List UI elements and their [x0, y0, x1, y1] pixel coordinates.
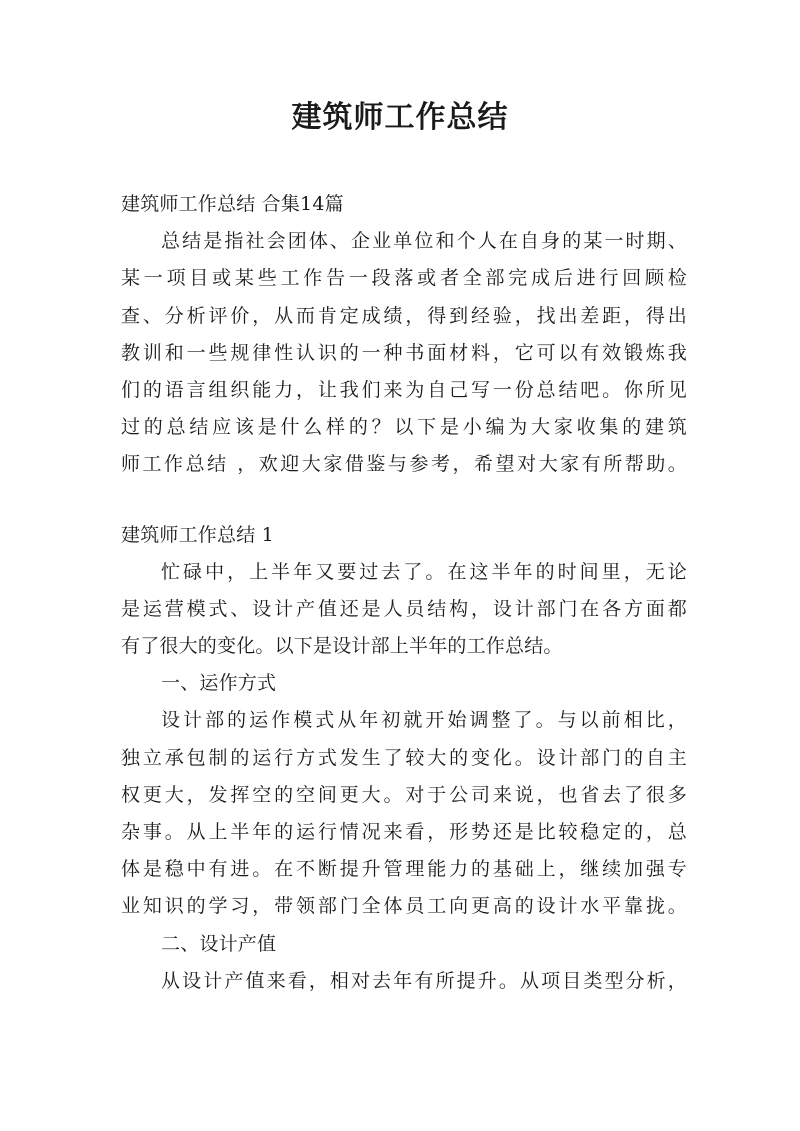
section-heading: 建筑师工作总结 1: [121, 523, 274, 546]
paragraph-line: 独立承包制的运行方式发生了较大的变化。设计部门的自主: [121, 746, 687, 769]
intro-line: 师工作总结 ，欢迎大家借鉴与参考，希望对大家有所帮助。: [121, 453, 687, 476]
paragraph-line: 忙碌中，上半年又要过去了。在这半年的时间里，无论: [161, 560, 687, 583]
intro-line: 查、分析评价，从而肯定成绩，得到经验，找出差距，得出: [121, 304, 687, 327]
paragraph-line: 业知识的学习，带领部门全体员工向更高的设计水平靠拢。: [121, 895, 687, 918]
paragraph-line: 有了很大的变化。以下是设计部上半年的工作总结。: [121, 635, 563, 658]
intro-line: 们的语言组织能力，让我们来为自己写一份总结吧。你所见: [121, 378, 687, 401]
paragraph-gap: [121, 484, 687, 517]
document-body: [121, 186, 687, 1000]
paragraph-line: 体是稳中有进。在不断提升管理能力的基础上，继续加强专: [121, 858, 687, 881]
intro-line: 总结是指社会团体、企业单位和个人在自身的某一时期、: [161, 230, 687, 253]
intro-line: 过的总结应该是什么样的？以下是小编为大家收集的建筑: [121, 416, 687, 439]
paragraph-line: 从设计产值来看，相对去年有所提升。从项目类型分析，: [161, 969, 687, 992]
paragraph-line: 权更大，发挥空的空间更大。对于公司来说，也省去了很多: [121, 783, 687, 806]
document-subtitle: 建筑师工作总结 合集14篇: [121, 193, 344, 215]
paragraph-line: 设计部的运作模式从年初就开始调整了。与以前相比，: [161, 709, 687, 732]
paragraph-line: 是运营模式、设计产值还是人员结构，设计部门在各方面都: [121, 597, 687, 620]
paragraph-line: 杂事。从上半年的运行情况来看，形势还是比较稳定的，总: [121, 821, 687, 843]
sub-heading: 二、设计产值: [161, 932, 277, 955]
sub-heading: 一、运作方式: [161, 672, 277, 695]
intro-line: 某一项目或某些工作告一段落或者全部完成后进行回顾检: [121, 267, 687, 290]
intro-line: 教训和一些规律性认识的一种书面材料，它可以有效锻炼我: [121, 341, 687, 364]
document-title: 建筑师工作总结: [291, 100, 509, 135]
